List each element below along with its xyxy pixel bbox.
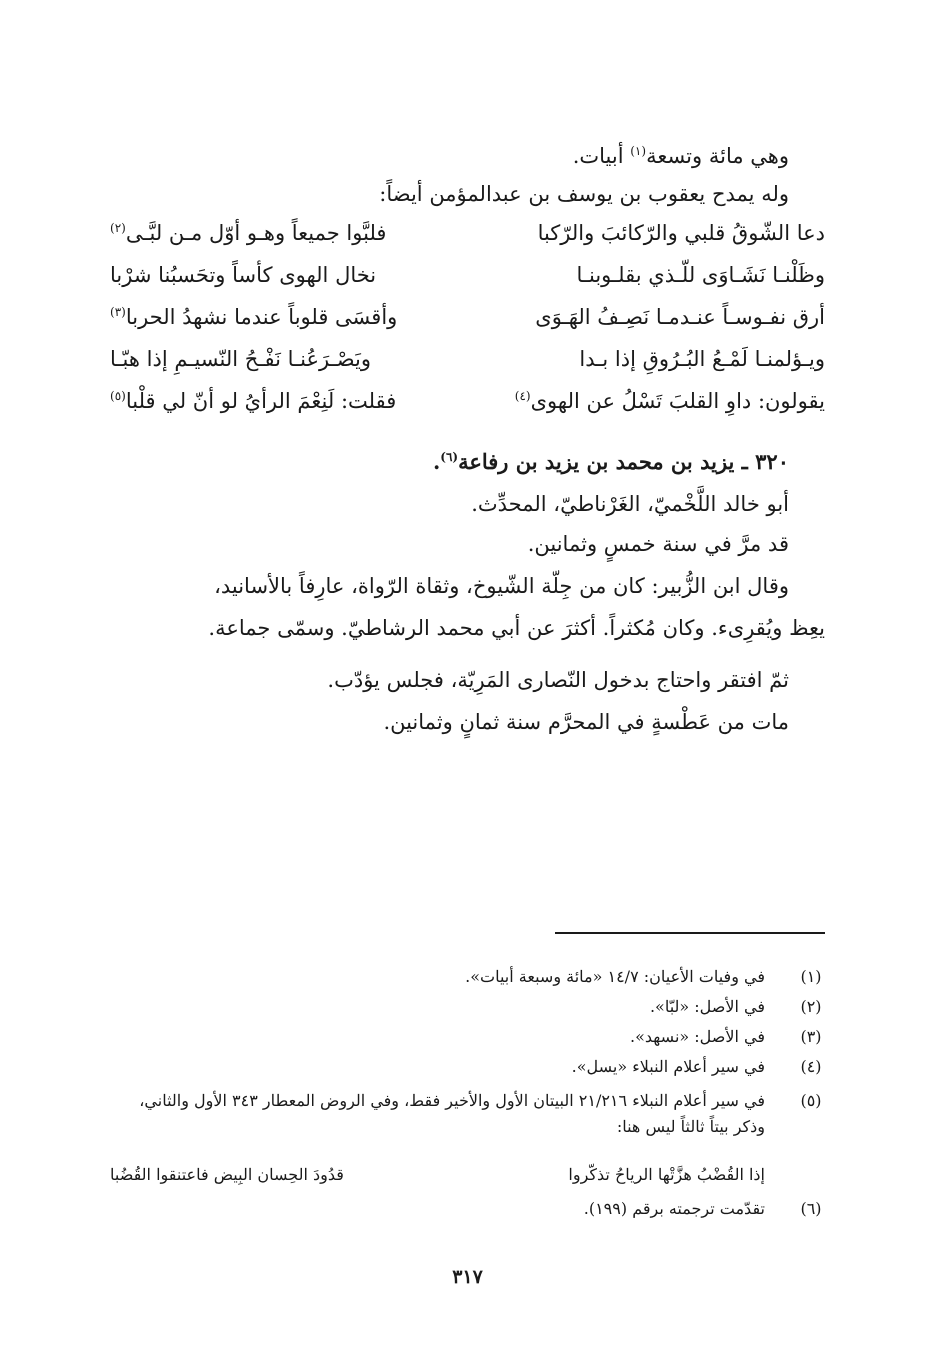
verse-hemistich-first: إذا القُضْبُ هزَّتْها الرياحُ تذكّروا <box>568 1165 765 1184</box>
footnote <box>110 994 825 1020</box>
footnote <box>110 1024 825 1050</box>
footnote-number: (٣) <box>800 1027 822 1046</box>
entry-line: وقال ابن الزُّبير: كان من جِلّة الشّيوخ، وثقاة الرّواة، عارِفاً بالأسانيد، <box>214 574 789 598</box>
intro-text-end: أبيات. <box>572 144 631 168</box>
entry-line: مات من عَطْسةٍ في المحرَّم سنة ثمانٍ وثمانين. <box>383 710 789 734</box>
verse-hemistich-first: ويـؤلمنـا لَمْـعُ البُـرُوقِ إذا بـدا <box>579 347 825 371</box>
poem-verse <box>110 384 825 418</box>
footnote <box>110 1088 825 1144</box>
verse-hemistich-second: فقلت: لَنِعْمَ الرأيُ لو أنّ لي قلْبا$^{(٥)}$ <box>110 389 397 413</box>
verse-hemistich-first: دعا الشّوقُ قلبي والرّكائبَ والرّكبا <box>537 221 825 245</box>
entry-line: قد مرَّ في سنة خمسٍ وثمانين. <box>527 532 789 556</box>
poem-verse <box>110 216 825 250</box>
verse-hemistich-first: يقولون: داوِ القلبَ تَسْلُ عن الهوى$^{(٤)}$ <box>514 389 825 413</box>
footnote-ref[interactable]: (٥) <box>110 389 126 403</box>
footnote-number: (١) <box>800 967 822 986</box>
footnote-number: (٤) <box>800 1057 822 1076</box>
intro-line-2: وله يمدح يعقوب بن يوسف بن عبدالمؤمن أيضاً: <box>379 182 789 206</box>
footnote-text: في سير أعلام النبلاء ٢١/٢١٦ البيتان الأول والأخير فقط، وفي الروض المعطار ٣٤٣ الأول والثاني، وذكر بيتاً ثالثاً ليس هنا: <box>139 1091 765 1136</box>
document-page <box>110 0 825 1366</box>
intro-line-1 <box>110 140 789 172</box>
footnote-text: تقدّمت ترجمته برقم (١٩٩). <box>583 1199 765 1218</box>
verse-hemistich-second: ويَصْـرَعُنـا نَفْـحُ النّسيـمِ إذا هبّـا <box>110 347 371 371</box>
verse-hemistich-first: أرق نفـوسـاً عنـدمـا نَصِـفُ الهَـوَى <box>535 305 825 329</box>
footnote-text: في وفيات الأعيان: ١٤/٧ «مائة وسبعة أبيات». <box>465 967 765 986</box>
footnote-ref[interactable]: (٣) <box>110 305 126 319</box>
footnote-number: (٦) <box>800 1199 822 1218</box>
verse-hemistich-second: وأقسَى قلوباً عندما نشهدُ الحربا$^{(٣)}$ <box>110 305 398 329</box>
footnote-divider <box>555 932 825 934</box>
footnote-ref[interactable]: (٤) <box>514 389 531 403</box>
footnote-text: في الأصل: «لبّا». <box>649 997 765 1016</box>
verse-hemistich-second: قدُودَ الحِسان البِيض فاعتنقوا القُضُبا <box>110 1165 344 1184</box>
footnote-number: (٢) <box>800 997 822 1016</box>
entry-line: ثمّ افتقر واحتاج بدخول النّصارى المَرِيّة، فجلس يؤدّب. <box>327 668 789 692</box>
verse-hemistich-first: وظَلْنـا نَشَـاوَى للّـذي بقلـوبنـا <box>576 263 825 287</box>
entry-line: يعِظ ويُقرِىء. وكان مُكثراً. أكثرَ عن أبي محمد الرشاطيّ. وسمّى جماعة. <box>208 616 825 640</box>
footnote-text: في سير أعلام النبلاء «يسل». <box>571 1057 765 1076</box>
footnote-text: في الأصل: «نسهد». <box>630 1027 765 1046</box>
footnote-verse <box>110 1162 765 1188</box>
footnote-ref[interactable]: (٦) <box>440 450 459 464</box>
poem-verse <box>110 342 825 376</box>
verse-hemistich-second: فلبَّوا جميعاً وهـو أوّل مـن لبَّـى$^{(٢)}$ <box>110 221 387 245</box>
footnote <box>110 1196 825 1222</box>
poem-verse <box>110 300 825 334</box>
entry-kunya: أبو خالد اللَّخْميّ، الغَرْناطيّ، المحدِّث. <box>471 492 789 516</box>
page-number: ٣١٧ <box>452 1266 483 1288</box>
intro-text: وهي مائة وتسعة <box>646 144 789 168</box>
footnote <box>110 964 825 990</box>
footnote-ref[interactable]: (١) <box>630 144 647 158</box>
footnote <box>110 1054 825 1080</box>
entry-heading: ٣٢٠ ـ يزيد بن محمد بن يزيد بن رفاعة$^{(٦)}$. <box>432 449 789 474</box>
footnote-number: (٥) <box>800 1091 822 1110</box>
poem-verse <box>110 258 825 292</box>
footnote-ref[interactable]: (٢) <box>110 221 126 235</box>
verse-hemistich-second: نخال الهوى كأساً وتحَسبُنا شرْبا <box>110 263 377 287</box>
entry-title: ٣٢٠ ـ يزيد بن محمد بن يزيد بن رفاعة <box>458 449 789 474</box>
